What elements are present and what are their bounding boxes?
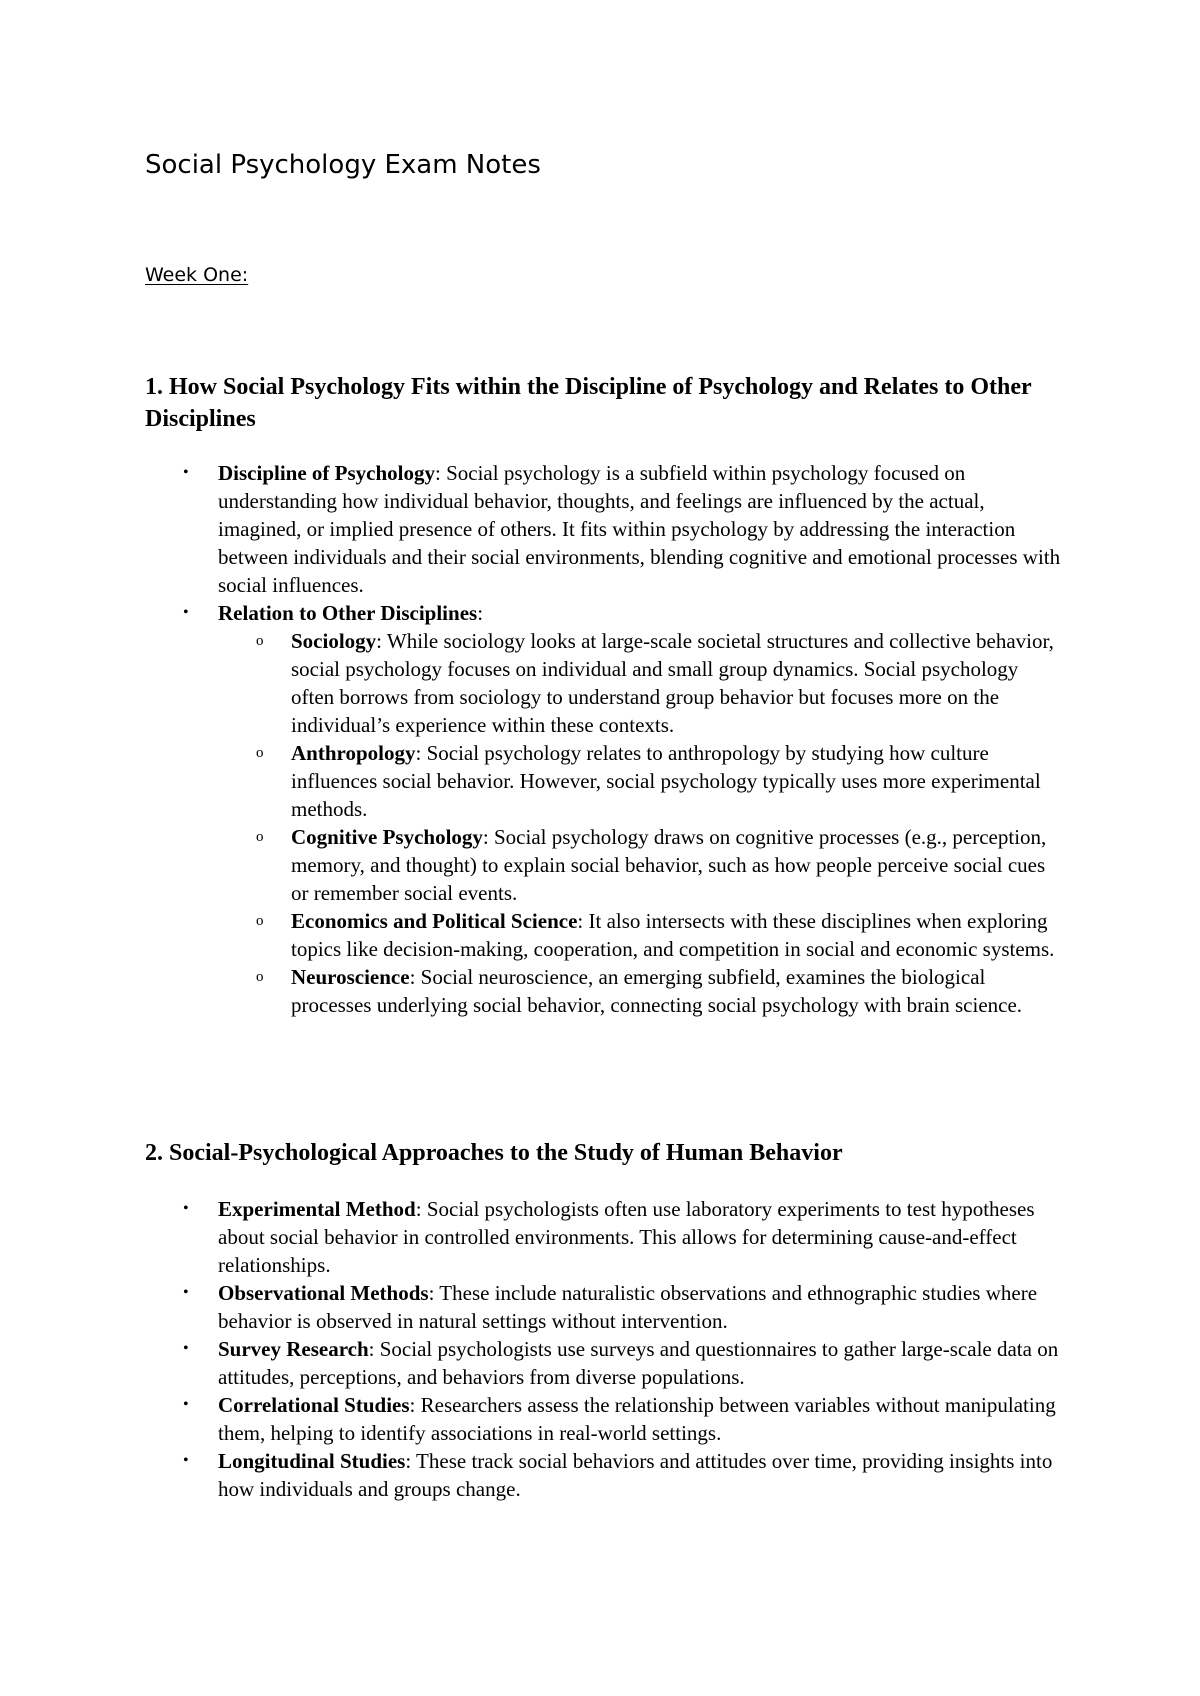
subitem-text: : While sociology looks at large-scale societal structures and collective behavior, social psychology focuses on individual and small group dynamics. Social psychology often borrows from sociology to understand group behavior but focuses more on the individual’s experience within these contexts. — [291, 629, 1054, 737]
list-item — [145, 1335, 1065, 1391]
item-term: Correlational Studies — [218, 1393, 410, 1417]
bullet-icon: • — [183, 1284, 189, 1301]
item-text: : — [477, 601, 484, 625]
section-2-heading: 2. Social-Psychological Approaches to the Study of Human Behavior — [145, 1140, 843, 1166]
item-term: Experimental Method — [218, 1197, 416, 1221]
list-item — [145, 1279, 1065, 1335]
section-1 — [145, 371, 1065, 1019]
subitem-text: : Social psychology relates to anthropology by studying how culture influences social behavior. However, social psychology typically uses more experimental methods. — [291, 741, 1041, 821]
sub-list-item — [218, 739, 1065, 823]
document-title: Social Psychology Exam Notes — [145, 150, 541, 180]
item-term: Relation to Other Disciplines — [218, 601, 478, 625]
hollow-bullet-icon: o — [256, 829, 264, 845]
item-text: : Researchers assess the relationship between variables without manipulating them, helping to identify associations in real-world settings. — [218, 1393, 1056, 1445]
sub-list-item — [218, 907, 1065, 963]
list-item — [145, 1447, 1065, 1503]
sub-list-item — [218, 963, 1065, 1019]
subitem-text: : It also intersects with these disciplines when exploring topics like decision-making, cooperation, and competition in social and economic systems. — [291, 909, 1055, 961]
week-label: Week One: — [145, 264, 249, 286]
subitem-text: : Social psychology draws on cognitive processes (e.g., perception, memory, and thought) to explain social behavior, such as how people perceive social cues or remember social events. — [291, 825, 1047, 905]
list-item — [145, 1195, 1065, 1279]
hollow-bullet-icon: o — [256, 913, 264, 929]
section-2-list — [145, 1195, 1065, 1503]
section-1-list — [145, 459, 1065, 1019]
list-item — [145, 1391, 1065, 1447]
hollow-bullet-icon: o — [256, 969, 264, 985]
item-text: : Social psychologists use surveys and questionnaires to gather large-scale data on attitudes, perceptions, and behaviors from diverse populations. — [218, 1337, 1059, 1389]
bullet-icon: • — [183, 1340, 189, 1357]
subitem-term: Cognitive Psychology — [291, 825, 483, 849]
sub-list — [218, 627, 1065, 1019]
subitem-term: Sociology — [291, 629, 377, 653]
subitem-term: Neuroscience — [291, 965, 410, 989]
subitem-term: Anthropology — [291, 741, 416, 765]
item-text: : These track social behaviors and attitudes over time, providing insights into how individuals and groups change. — [218, 1449, 1053, 1501]
list-item — [145, 459, 1065, 599]
bullet-icon: • — [183, 1452, 189, 1469]
item-text: : Social psychologists often use laboratory experiments to test hypotheses about social behavior in controlled environments. This allows for determining cause-and-effect relationships. — [218, 1197, 1035, 1277]
subitem-term: Economics and Political Science — [291, 909, 578, 933]
bullet-icon: • — [183, 1396, 189, 1413]
list-item — [145, 599, 1065, 1019]
item-text: : Social psychology is a subfield within psychology focused on understanding how individual behavior, thoughts, and feelings are influenced by the actual, imagined, or implied presence of others. It fits within psychology by addressing the interaction between individuals and their social environments, blending cognitive and emotional processes with social influences. — [218, 461, 1061, 597]
item-term: Longitudinal Studies — [218, 1449, 406, 1473]
item-text: : These include naturalistic observations and ethnographic studies where behavior is observed in natural settings without intervention. — [218, 1281, 1038, 1333]
section-2 — [145, 1137, 1065, 1503]
sub-list-item — [218, 627, 1065, 739]
bullet-icon: • — [183, 464, 189, 481]
hollow-bullet-icon: o — [256, 633, 264, 649]
section-1-heading: 1. How Social Psychology Fits within the Discipline of Psychology and Relates to Other Disciplines — [145, 374, 1032, 432]
subitem-text: : Social neuroscience, an emerging subfield, examines the biological processes underlying social behavior, connecting social psychology with brain science. — [291, 965, 1023, 1017]
item-term: Survey Research — [218, 1337, 369, 1361]
item-term: Discipline of Psychology — [218, 461, 436, 485]
item-term: Observational Methods — [218, 1281, 429, 1305]
sub-list-item — [218, 823, 1065, 907]
hollow-bullet-icon: o — [256, 745, 264, 761]
bullet-icon: • — [183, 1200, 189, 1217]
bullet-icon: • — [183, 604, 189, 621]
